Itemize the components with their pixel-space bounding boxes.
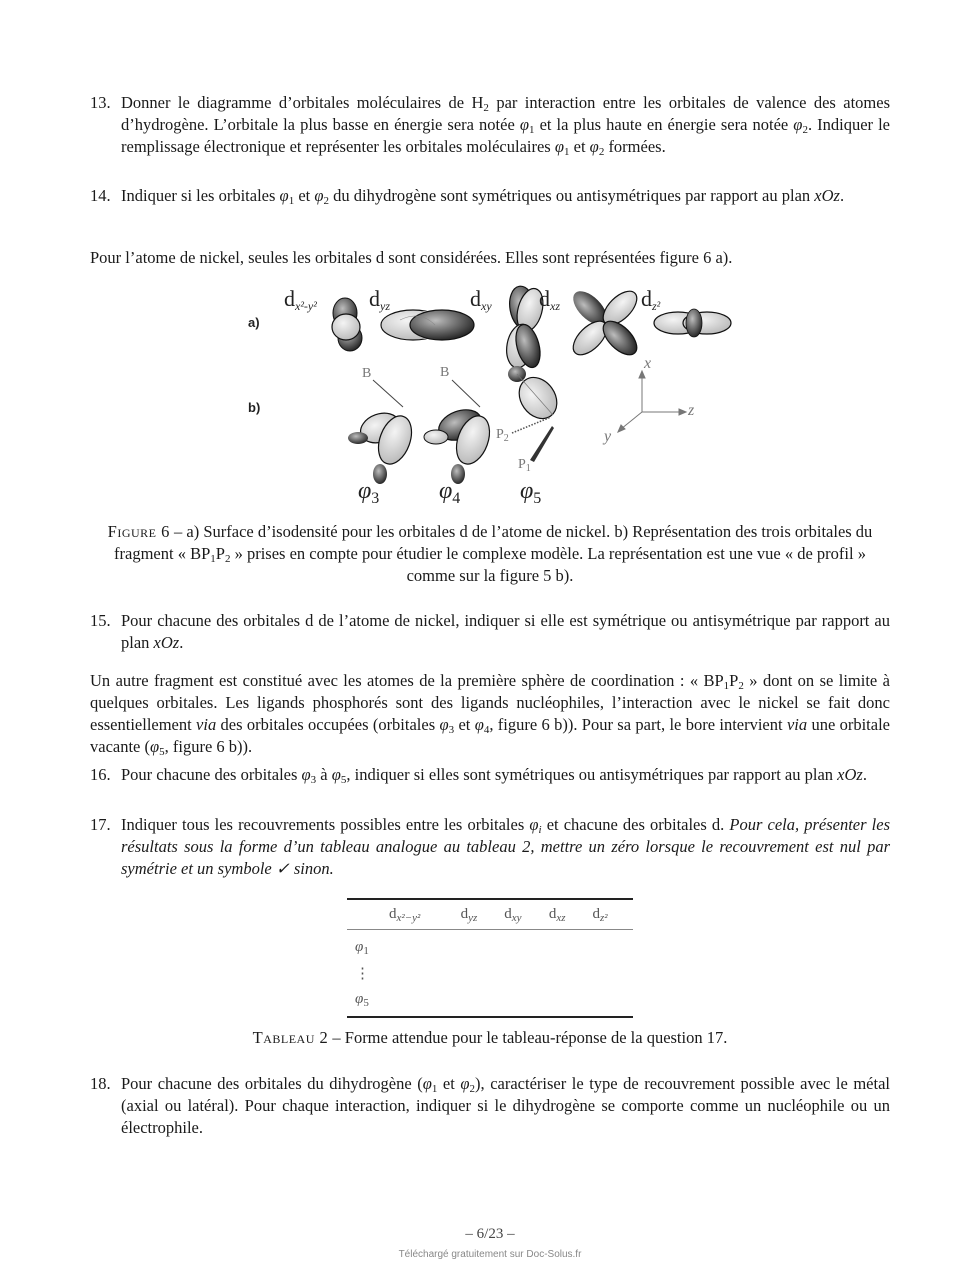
orbital-phi4-icon xyxy=(424,380,496,484)
row-label: ⋮ xyxy=(355,965,370,982)
panel-a-label: a) xyxy=(248,315,260,330)
label-dxy: $d_{xy}$ xyxy=(470,286,492,313)
question-13 xyxy=(90,92,890,158)
table-row xyxy=(347,960,633,986)
atom-label-p2: $P_2$ xyxy=(496,427,509,444)
question-text: Pour chacune des orbitales $\varphi_3$ à $\varphi_5$, indiquer si elles sont symétriques ou antisymétriques par rapport au plan xOz. xyxy=(121,765,867,786)
label-phi4: $\varphi_4$ xyxy=(439,478,461,507)
question-number: 15. xyxy=(90,611,111,630)
question-number: 13. xyxy=(90,93,111,112)
question-16 xyxy=(90,764,890,786)
row-label: $\varphi_1$ xyxy=(355,938,369,957)
label-dz2: $d_{z^2}$ xyxy=(641,286,661,313)
question-number: 16. xyxy=(90,765,111,784)
axis-label-y: y xyxy=(604,428,612,445)
figure-6-drawing xyxy=(240,280,740,515)
orbital-dxz-icon xyxy=(567,285,642,360)
question-text: Indiquer tous les recouvrements possibles entre les orbitales $\varphi_i$ et chacune des orbitales d. Pour cela, présenter les résultats sous la forme d’un tableau analogue au tableau 2, mettre un zéro lorsque le recouvrement est nul par symétrie et un symbole ✓ sinon. xyxy=(121,815,890,878)
orbital-phi5-icon xyxy=(508,366,565,462)
table-2 xyxy=(347,898,633,1018)
orbital-dz2-icon xyxy=(654,309,731,337)
question-15 xyxy=(90,610,890,654)
question-number: 18. xyxy=(90,1074,111,1093)
row-label: $\varphi_5$ xyxy=(347,986,389,1017)
page-number: – 6/23 – xyxy=(465,1226,515,1242)
label-dx2y2: $d_{x^2-y^2}$ xyxy=(284,286,317,313)
label-phi5: $\varphi_5$ xyxy=(520,478,542,507)
table-header-row xyxy=(347,899,633,930)
table-header-cell: $d_{z^2}$ xyxy=(592,899,633,930)
atom-label-p1: $P_1$ xyxy=(518,457,531,474)
table-2-caption: Tableau 2 – Forme attendue pour le tableau-réponse de la question 17. xyxy=(252,1028,728,1047)
axis-label-z: z xyxy=(688,402,695,419)
question-17 xyxy=(90,814,890,880)
panel-b-label: b) xyxy=(248,400,261,415)
question-number: 14. xyxy=(90,186,111,205)
question-text: Pour chacune des orbitales du dihydrogène ($\varphi_1$ et $\varphi_2$), caractériser le type de recouvrement possible avec le métal (axial ou latéral). Pour chaque interaction, indiquer si le dihydrogène se comporte comme un nucléophile ou un électrophile. xyxy=(121,1074,890,1137)
table-header-cell: $d_{xz}$ xyxy=(549,899,593,930)
table-row xyxy=(347,986,633,1017)
atom-label-b: B xyxy=(362,366,372,381)
table-row xyxy=(347,930,633,961)
label-phi3: $\varphi_3$ xyxy=(358,478,380,507)
orbital-phi3-icon xyxy=(348,380,418,484)
table-header-cell xyxy=(347,899,389,930)
caption-label: Figure 6 xyxy=(107,522,170,541)
question-14 xyxy=(90,185,890,207)
question-text: Indiquer si les orbitales $\varphi_1$ et $\varphi_2$ du dihydrogène sont symétriques ou antisymétriques par rapport au plan xOz. xyxy=(121,186,845,207)
table-header-cell: $d_{yz}$ xyxy=(461,899,505,930)
figure-6-caption: Figure 6 – a) Surface d’isodensité pour les orbitales d de l’atome de nickel. b) Représentation des trois orbitales du fragment « $BP_1P_2$ » prises en compte pour étudier le complexe modèle. La représentation est une vue « de profil » comme sur la figure 5 b). xyxy=(107,522,873,585)
caption-label: Tableau 2 xyxy=(252,1028,329,1047)
label-dyz: $d_{yz}$ xyxy=(369,286,390,313)
axes-icon xyxy=(618,371,686,432)
question-text: Donner le diagramme d’orbitales moléculaires de $H_2$ par interaction entre les orbitales de valence des atomes d’hydrogène. L’orbitale la plus basse en énergie sera notée $\varphi_1$ et la plus haute en énergie sera notée $\varphi_2$. Indiquer le remplissage électronique et représenter les orbitales moléculaires $\varphi_1$ et $\varphi_2$ formées. xyxy=(121,93,891,158)
fragment-paragraph: Un autre fragment est constitué avec les atomes de la première sphère de coordination : « $BP_1P_2$ » dont on se limite à quelques orbitales. Les ligands phosphorés sont des ligands nucléophiles, l’interaction avec le nickel se fait donc essentiellement via des orbitales occupées (orbitales $\varphi_3$ et $\varphi_4$, figure 6 b)). Pour sa part, le bore intervient via une orbitale vacante ($\varphi_5$, figure 6 b)). xyxy=(90,671,890,758)
table-header-cell: $d_{xy}$ xyxy=(504,899,549,930)
download-note: Téléchargé gratuitement sur Doc-Solus.fr xyxy=(398,1249,582,1260)
axis-label-x: x xyxy=(644,355,652,372)
figure-6 xyxy=(240,280,740,515)
label-dxz: $d_{xz}$ xyxy=(539,286,560,313)
question-text: Pour chacune des orbitales d de l’atome de nickel, indiquer si elle est symétrique ou antisymétrique par rapport au plan xOz. xyxy=(121,611,890,652)
atom-label-b: B xyxy=(440,365,450,380)
orbital-dx2y2-icon xyxy=(332,298,362,351)
question-number: 17. xyxy=(90,815,111,834)
table-header-cell: $d_{x^2-y^2}$ xyxy=(389,899,461,930)
question-18 xyxy=(90,1073,890,1139)
nickel-intro-paragraph: Pour l’atome de nickel, seules les orbitales d sont considérées. Elles sont représentées figure 6 a). xyxy=(90,248,733,267)
orbital-dyz-icon xyxy=(381,310,474,340)
